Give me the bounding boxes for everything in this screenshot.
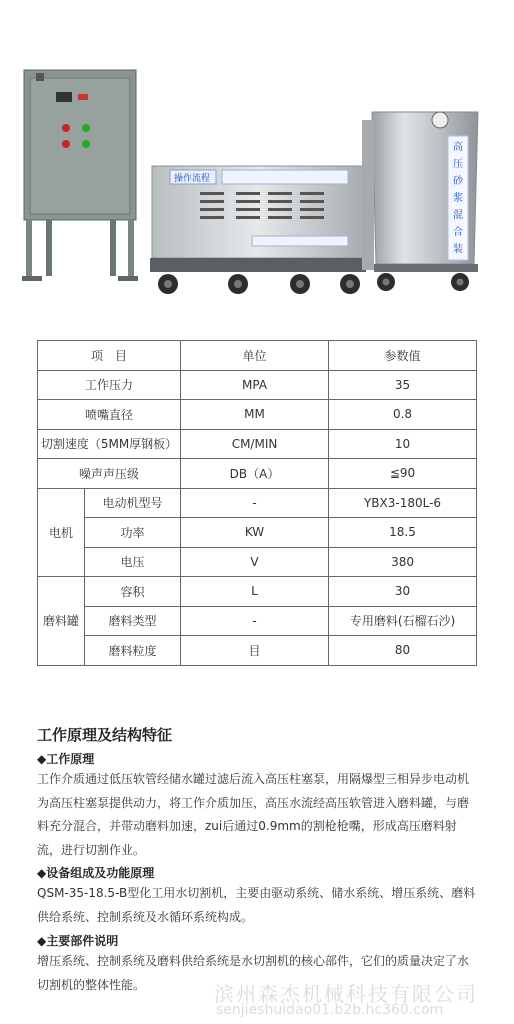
- group-motor: 电机: [38, 488, 85, 577]
- table-row: [38, 518, 477, 548]
- watermark-company: 滨州森杰机械科技有限公司: [214, 982, 478, 1006]
- panel-sign: 操作流程: [174, 174, 211, 184]
- group-tank: 磨料罐: [38, 577, 85, 666]
- cell-value: 18.5: [329, 518, 477, 548]
- cell-value: 专用磨料(石榴石沙): [329, 606, 477, 636]
- cell-item: 噪声声压级: [38, 459, 181, 489]
- table-row: [38, 459, 477, 489]
- cell-value: 380: [329, 547, 477, 577]
- table-row: [38, 429, 477, 459]
- table-header-row: [38, 341, 477, 371]
- table-row: [38, 547, 477, 577]
- cell-unit: CM/MIN: [181, 429, 329, 459]
- water-jet-machine-illustration: [0, 0, 514, 320]
- cell-value: 80: [329, 636, 477, 666]
- cell-unit: 目: [181, 636, 329, 666]
- table-row: [38, 577, 477, 607]
- cell-unit: MM: [181, 400, 329, 430]
- cell-item: 磨料类型: [85, 606, 181, 636]
- table-row: [38, 400, 477, 430]
- table-row: [38, 636, 477, 666]
- subheading-principle: ◆工作原理: [37, 752, 95, 766]
- control-cabinet: [22, 70, 138, 281]
- cell-value: 30: [329, 577, 477, 607]
- paragraph-composition: QSM-35-18.5-B型化工用水切割机，主要由驱动系统、储水系统、增压系统、磨料供给系统、控制系统及水循环系统构成。: [37, 886, 476, 924]
- abrasive-tank: [362, 112, 478, 291]
- cell-item: 电压: [85, 547, 181, 577]
- header-value: 参数值: [329, 341, 477, 371]
- cell-value: 0.8: [329, 400, 477, 430]
- header-unit: 单位: [181, 341, 329, 371]
- subheading-composition: ◆设备组成及功能原理: [37, 866, 155, 880]
- cell-unit: L: [181, 577, 329, 607]
- pump-unit: [150, 166, 366, 294]
- cell-unit: -: [181, 488, 329, 518]
- table-row: [38, 370, 477, 400]
- cell-unit: V: [181, 547, 329, 577]
- cell-value: ≦90: [329, 459, 477, 489]
- cell-item: 切割速度（5MM厚钢板）: [38, 429, 181, 459]
- cell-item: 功率: [85, 518, 181, 548]
- cell-value: YBX3-180L-6: [329, 488, 477, 518]
- section-title: 工作原理及结构特征: [37, 726, 173, 744]
- cell-item: 容积: [85, 577, 181, 607]
- paragraph-principle: 工作介质通过低压软管经储水罐过滤后流入高压柱塞泵，用隔爆型三相异步电动机为高压柱塞泵提供动力，将工作介质加压，高压水流经高压软管进入磨料罐，与磨料充分混合，并带动磨料加速，zui后通过0.9mm的割枪枪嘴，形成高压磨料射流，进行切割作业。: [37, 772, 470, 857]
- subheading-components: ◆主要部件说明: [37, 934, 119, 948]
- cell-unit: DB（A）: [181, 459, 329, 489]
- product-photo: [0, 0, 514, 320]
- spec-table: [37, 340, 477, 666]
- table-row: [38, 606, 477, 636]
- watermark-site: senjieshuidao01.b2b.hc360.com: [216, 1002, 444, 1018]
- cell-unit: KW: [181, 518, 329, 548]
- cell-value: 10: [329, 429, 477, 459]
- cell-item: 工作压力: [38, 370, 181, 400]
- cell-unit: -: [181, 606, 329, 636]
- paragraph-components: 增压系统、控制系统及磨料供给系统是水切割机的核心部件，它们的质量决定了水切割机的整体性能。: [37, 954, 470, 992]
- tank-label: 高压 砂浆 混合 装: [453, 142, 463, 255]
- cell-value: 35: [329, 370, 477, 400]
- table-row: [38, 488, 477, 518]
- cell-item: 喷嘴直径: [38, 400, 181, 430]
- cell-unit: MPA: [181, 370, 329, 400]
- header-item: 项 目: [38, 341, 181, 371]
- cell-item: 电动机型号: [85, 488, 181, 518]
- cell-item: 磨料粒度: [85, 636, 181, 666]
